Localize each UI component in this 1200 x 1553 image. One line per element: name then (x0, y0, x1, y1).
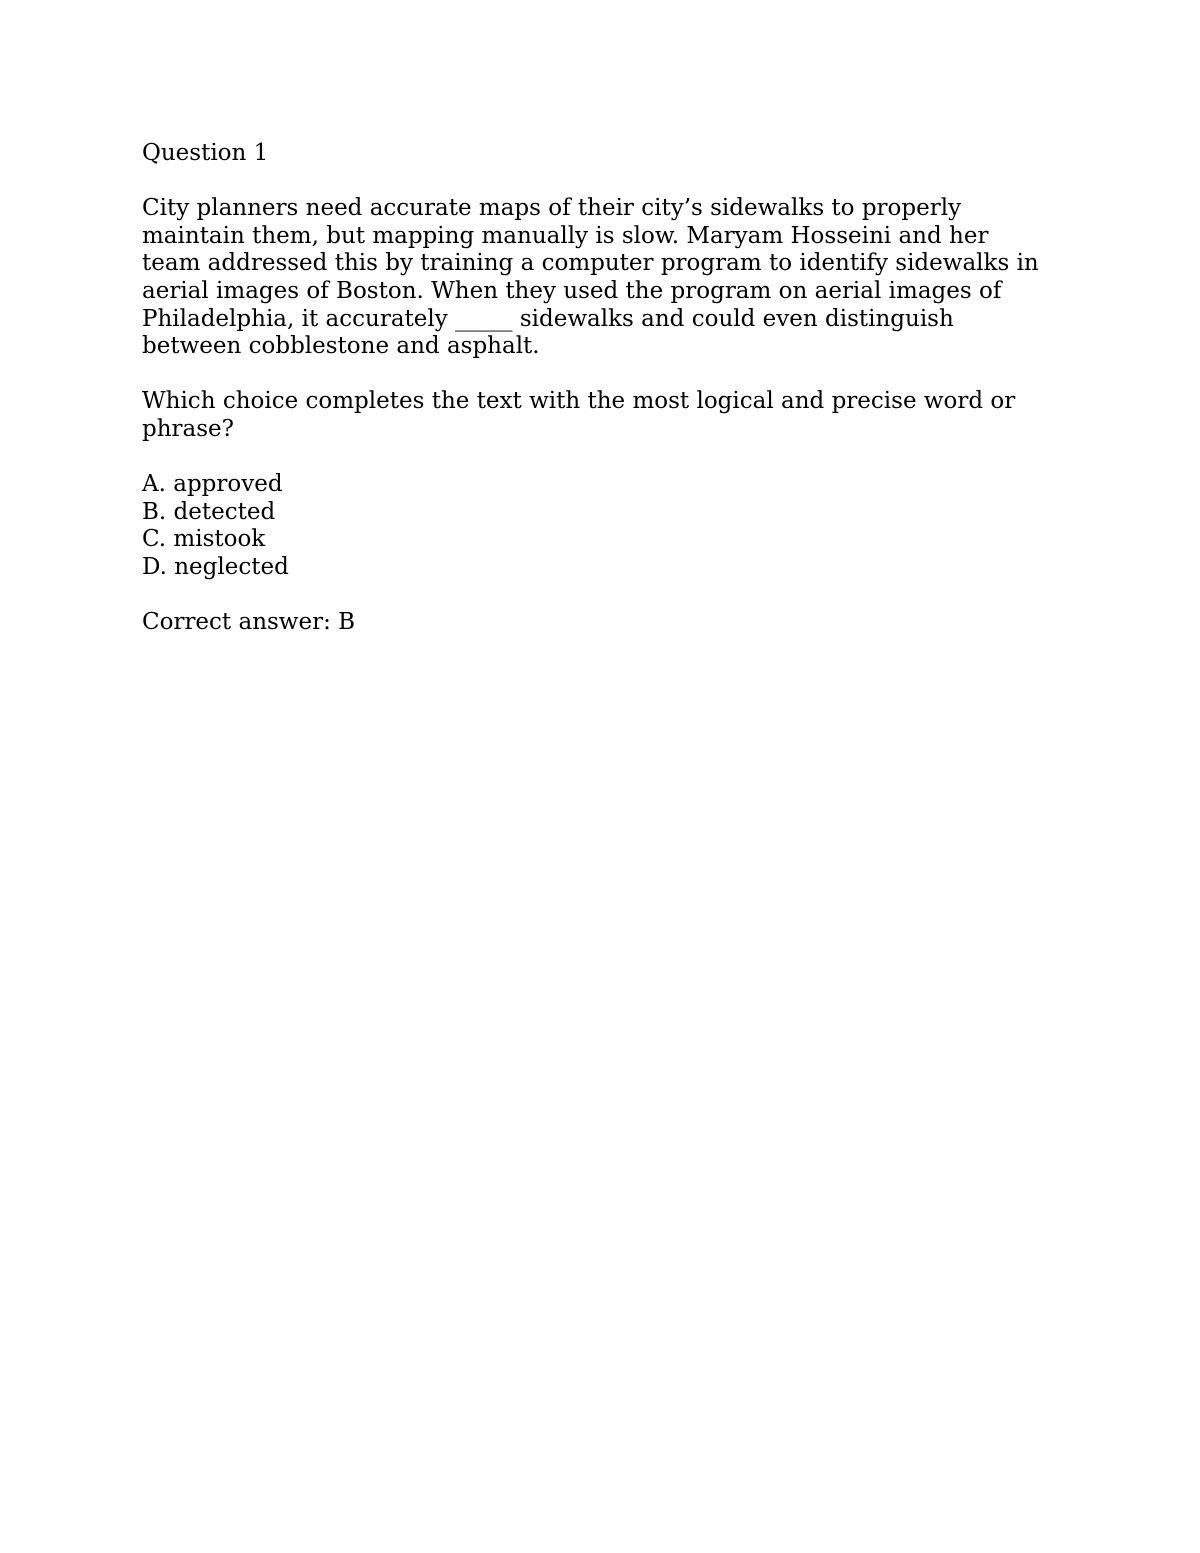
question-prompt (142, 388, 1082, 443)
prompt-line: phrase? (142, 415, 234, 442)
choice-b: B. detected (142, 498, 276, 525)
passage-line: aerial images of Boston. When they used the program on aerial images of (142, 277, 1002, 304)
correct-answer: Correct answer: B (142, 609, 356, 636)
choice-a: A. approved (142, 471, 283, 498)
passage-line: between cobblestone and asphalt. (142, 333, 540, 360)
passage-line: City planners need accurate maps of their city’s sidewalks to properly (142, 195, 962, 222)
prompt-line: Which choice completes the text with the most logical and precise word or (142, 388, 1016, 415)
document-content (142, 140, 1082, 664)
passage-line: team addressed this by training a computer program to identify sidewalks in (142, 250, 1039, 277)
choice-d: D. neglected (142, 553, 289, 580)
choice-c: C. mistook (142, 526, 266, 553)
answer-choices (142, 471, 1082, 581)
passage (142, 195, 1082, 361)
passage-line: Philadelphia, it accurately _____ sidewalks and could even distinguish (142, 305, 954, 332)
passage-line: maintain them, but mapping manually is slow. Maryam Hosseini and her (142, 222, 989, 249)
question-heading: Question 1 (142, 140, 269, 166)
